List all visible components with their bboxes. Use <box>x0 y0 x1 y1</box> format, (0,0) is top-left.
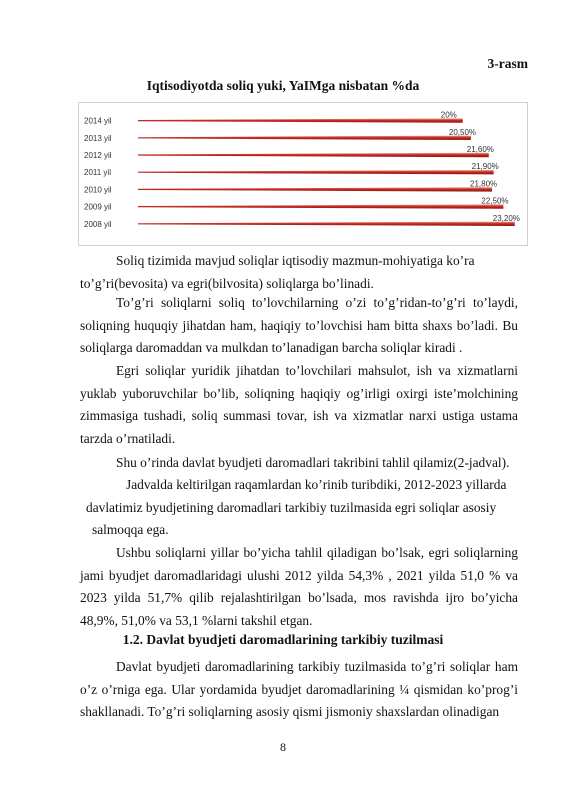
text-line: zimmasiga tushadi, soliq summasi tovar, ish va xizmatlar narxi ustiga ustama <box>80 408 518 424</box>
page-number: 8 <box>280 740 286 754</box>
paragraph <box>80 542 518 632</box>
category-label: 2009 yil <box>84 202 112 212</box>
text-line: Ushbu soliqlarni yillar bo’yicha tahlil qiladigan bo’lsak, egri soliqlarning <box>116 545 518 560</box>
paragraph <box>80 360 518 450</box>
value-label: 21,80% <box>470 179 498 189</box>
value-label: 20,50% <box>448 127 477 137</box>
category-label: 2013 yil <box>84 133 112 143</box>
chart-title: Iqtisodiyotda soliq yuki, YaIMga nisbatan %da <box>146 78 420 93</box>
paragraph <box>80 452 518 475</box>
text-line: 2023 yilda 51,7% qilib rejalashtirilgan bo’lsada, mos ravishda ijro bo’yicha <box>80 590 518 606</box>
text-line: Egri soliqlar yuridik jihatdan to’lovchilari mahsulot, ish va xizmatlarni <box>116 363 518 378</box>
text-line: yuklab yuboruvchilar bo’lib, soliqning haqiqiy og’irligi oxirgi iste’molchining <box>80 385 518 401</box>
paragraph <box>80 474 518 542</box>
text-line: tarzda o’rnatiladi. <box>80 430 176 446</box>
text-line: Davlat byudjeti daromadlarining tarkibiy tuzilmasida to’g’ri soliqlar ham <box>116 659 518 674</box>
figure-label: 3-rasm <box>487 56 528 71</box>
value-label: 23,20% <box>492 213 520 223</box>
text-line: soliqlarga daromaddan va mulkdan to’lanadigan barcha soliqlar kiradi . <box>80 340 463 356</box>
category-label: 2012 yil <box>84 151 112 160</box>
paragraph <box>80 250 518 295</box>
category-label: 2011 yil <box>84 168 111 178</box>
text-line: o’z o’rniga ega. Ular yordamida byudjet daromadlarining ¼ qismidan ko’prog’i <box>80 681 518 697</box>
category-label: 2008 yil <box>84 219 112 229</box>
paragraph <box>80 292 518 360</box>
text-line: Soliq tizimida mavjud soliqlar iqtisodiy mazmun-mohiyatiga ko’ra <box>116 253 475 268</box>
text-line: 48,9%, 51,0% va 53,1 %larni takshil etgan. <box>80 612 313 628</box>
tax-burden-chart <box>78 102 528 246</box>
text-line: Jadvalda keltirilgan raqamlardan ko’rinib turibdiki, 2012-2023 yillarda <box>126 477 507 492</box>
text-line: salmoqqa ega. <box>92 522 169 538</box>
section-title: 1.2. Davlat byudjeti daromadlarining tarkibiy tuzilmasi <box>122 632 444 647</box>
paragraph <box>80 656 518 724</box>
text-line: To’g’ri soliqlarni soliq to’lovchilarning o’zi to’g’ridan-to’g’ri to’laydi, <box>116 295 518 310</box>
text-line: shakllanadi. To’g’ri soliqlarning asosiy qismi jismoniy shaxslardan olinadigan <box>80 704 500 720</box>
value-label: 22,50% <box>481 196 509 206</box>
text-line: davlatimiz byudjetining daromadlari tarkibiy tuzilmasida egri soliqlar asosiy <box>86 499 497 515</box>
text-line: soliqning huquqiy jihatdan ham, haqiqiy to’lovchisi ham bitta shaxs bo’ladi. Bu <box>80 317 518 333</box>
category-label: 2010 yil <box>84 185 112 195</box>
text-line: to’g’ri(bevosita) va egri(bilvosita) soliqlarga bo’linadi. <box>80 275 374 291</box>
text-line: jami byudjet daromadlaridagi ulushi 2012 yilda 54,3% , 2021 yilda 51,0 % va <box>80 567 518 583</box>
category-label: 2014 yil <box>84 116 112 126</box>
value-label: 21,60% <box>466 145 494 154</box>
value-label: 21,90% <box>471 162 499 172</box>
value-label: 20% <box>440 110 457 120</box>
text-line: Shu o’rinda davlat byudjeti daromadlari takribini tahlil qilamiz(2-jadval). <box>116 455 510 470</box>
